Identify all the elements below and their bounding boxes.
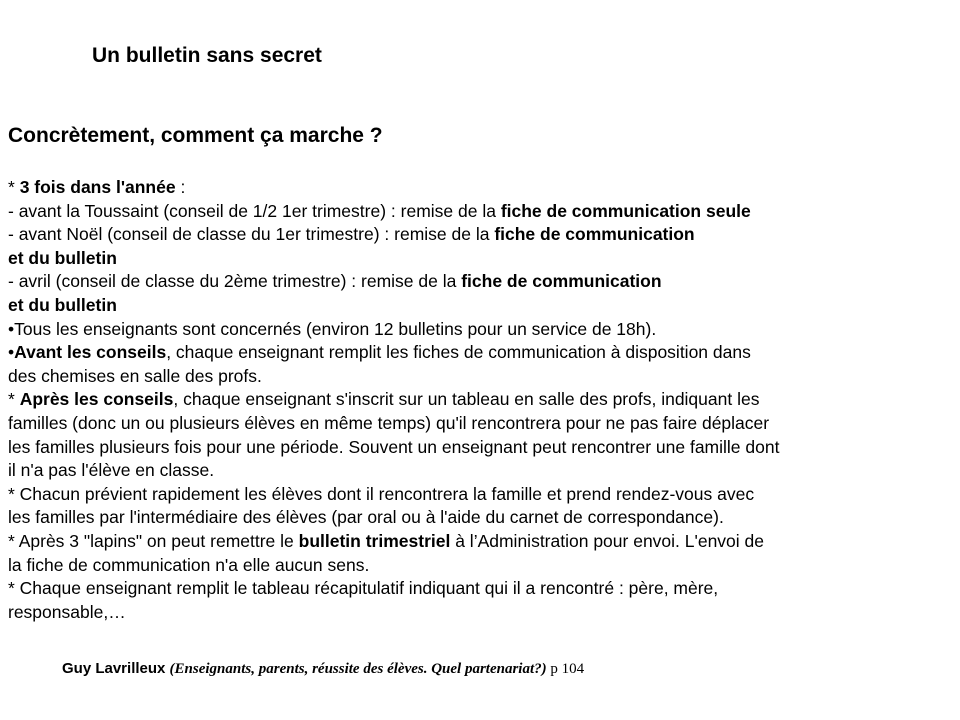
- text-line: [8, 601, 958, 625]
- bold-text: Après les conseils: [19, 389, 174, 410]
- bold-text: et du bulletin: [8, 247, 117, 268]
- text-segment: familles (donc un ou plusieurs élèves en même temps) qu'il rencontrera pour ne pas faire déplacer: [8, 412, 770, 433]
- bold-text: bulletin trimestriel: [298, 530, 451, 551]
- text-line: [8, 436, 958, 460]
- text-segment: , chaque enseignant s'inscrit sur un tableau en salle des profs, indiquant les: [173, 389, 760, 410]
- text-segment: •: [8, 342, 15, 363]
- citation-author: Guy Lavrilleux: [62, 660, 170, 677]
- body-text: [8, 176, 958, 624]
- text-line: [8, 176, 958, 200]
- text-line: [8, 318, 958, 342]
- text-line: [8, 200, 958, 224]
- text-line: [8, 554, 958, 578]
- text-segment: •Tous les enseignants sont concernés (environ 12 bulletins pour un service de 18h).: [8, 318, 657, 339]
- text-line: [8, 506, 958, 530]
- text-line: [8, 459, 958, 483]
- text-segment: * Chacun prévient rapidement les élèves dont il rencontrera la famille et prend rendez-vous avec: [8, 483, 755, 504]
- text-segment: les familles plusieurs fois pour une période. Souvent un enseignant peut rencontrer une famille dont: [8, 436, 780, 457]
- bold-text: Avant les conseils: [14, 342, 167, 363]
- text-segment: * Chaque enseignant remplit le tableau récapitulatif indiquant qui il a rencontré : père, mère,: [8, 578, 719, 599]
- section-heading: Concrètement, comment ça marche ?: [8, 124, 383, 147]
- text-segment: *: [8, 177, 20, 197]
- text-segment: :: [175, 177, 186, 197]
- citation-page: p 104: [546, 661, 585, 677]
- text-line: [8, 412, 958, 436]
- text-segment: - avril (conseil de classe du 2ème trimestre) : remise de la: [8, 271, 462, 292]
- text-segment: , chaque enseignant remplit les fiches de communication à disposition dans: [166, 342, 751, 363]
- text-segment: * Après 3 "lapins" on peut remettre le: [8, 530, 299, 551]
- citation: [62, 660, 584, 678]
- text-segment: la fiche de communication n'a elle aucun sens.: [8, 554, 370, 575]
- text-segment: les familles par l'intermédiaire des élèves (par oral ou à l'aide du carnet de correspondance).: [8, 507, 724, 528]
- text-line: [8, 341, 958, 365]
- text-line: [8, 577, 958, 601]
- text-segment: *: [8, 389, 20, 410]
- citation-book-title: (Enseignants, parents, réussite des élèves. Quel partenariat?): [169, 661, 547, 677]
- text-segment: il n'a pas l'élève en classe.: [8, 460, 215, 481]
- text-line: [8, 223, 958, 247]
- bold-text: fiche de communication: [494, 224, 695, 245]
- text-line: [8, 270, 958, 294]
- text-segment: à l’Administration pour envoi. L'envoi de: [450, 530, 765, 551]
- text-line: [8, 247, 958, 271]
- text-segment: des chemises en salle des profs.: [8, 365, 262, 386]
- bold-text: fiche de communication: [461, 271, 662, 292]
- slide-title: Un bulletin sans secret: [92, 44, 322, 67]
- text-segment: - avant la Toussaint (conseil de 1/2 1er trimestre) : remise de la: [8, 200, 501, 221]
- text-line: [8, 530, 958, 554]
- text-line: [8, 388, 958, 412]
- text-segment: - avant Noël (conseil de classe du 1er trimestre) : remise de la: [8, 224, 495, 245]
- bold-text: fiche de communication seule: [500, 200, 751, 221]
- text-line: [8, 294, 958, 318]
- text-segment: responsable,…: [8, 601, 126, 622]
- bold-text: et du bulletin: [8, 294, 117, 315]
- text-line: [8, 365, 958, 389]
- text-line: [8, 483, 958, 507]
- bold-text: 3 fois dans l'année: [19, 177, 176, 197]
